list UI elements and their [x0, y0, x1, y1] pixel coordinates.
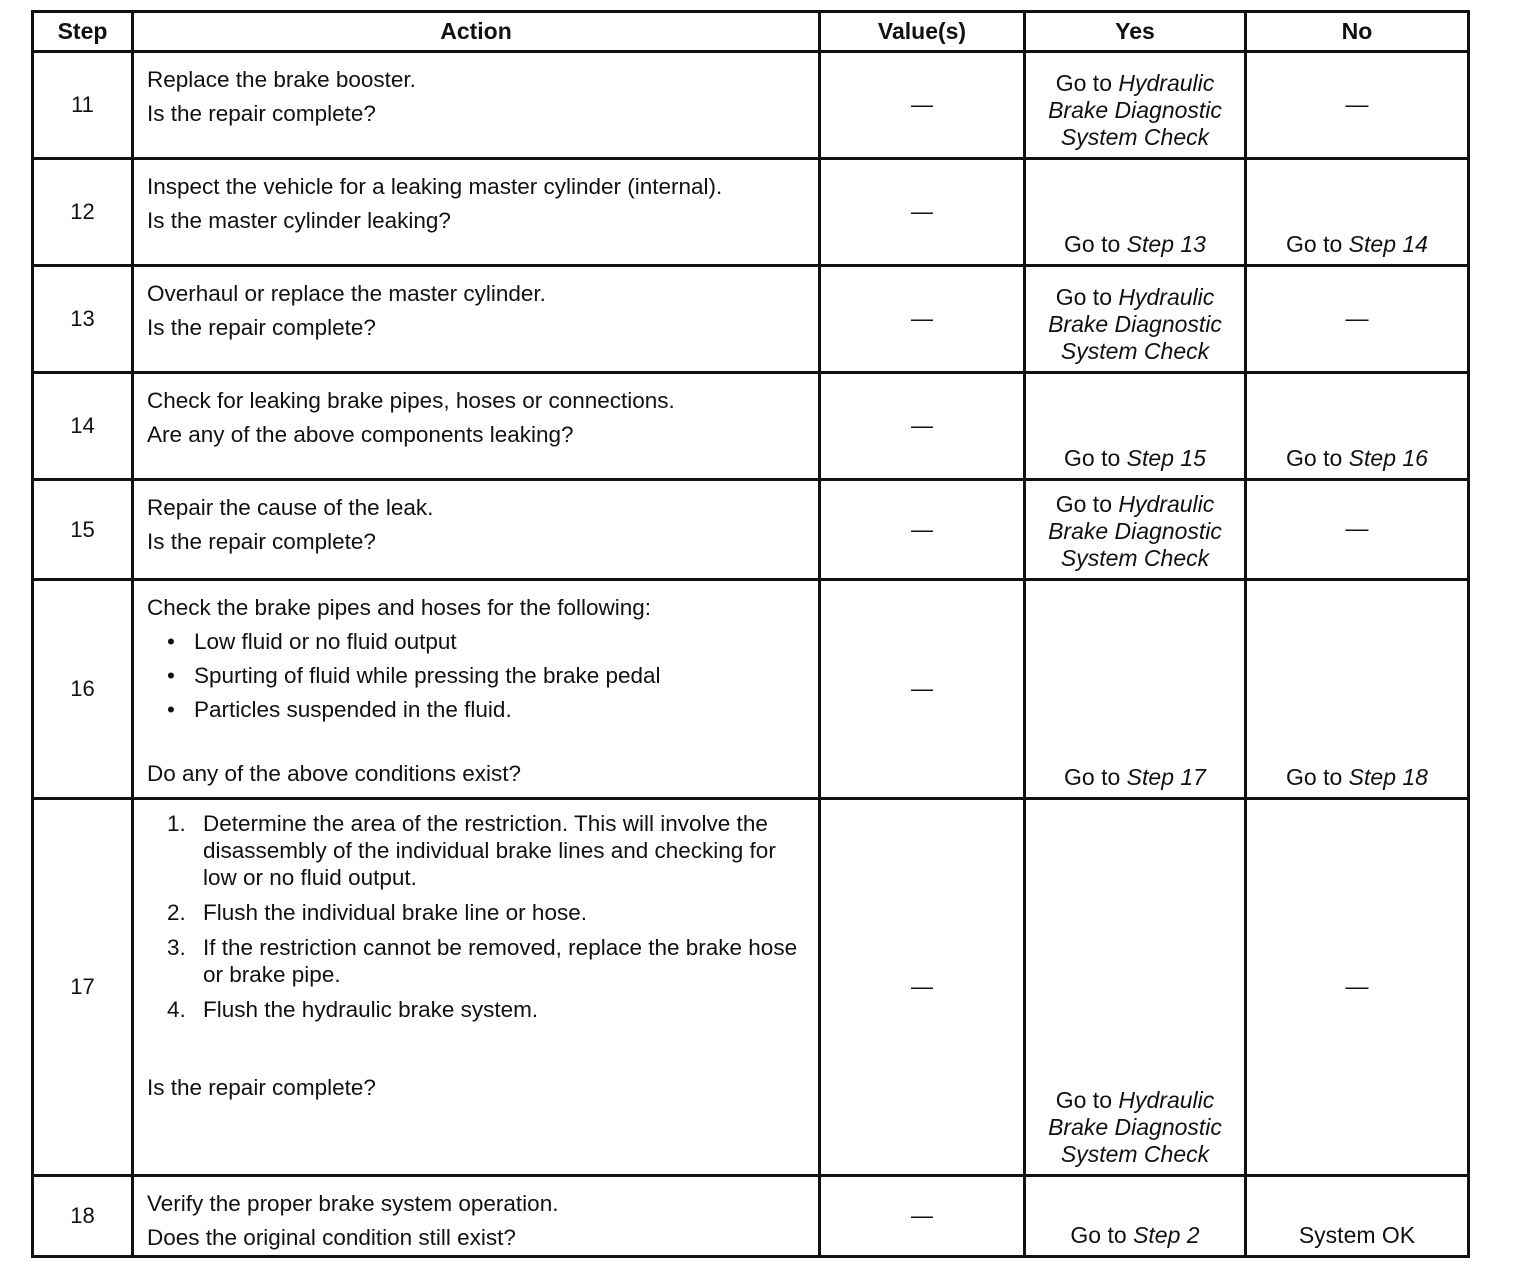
step-number: 13	[33, 266, 133, 373]
list-item	[167, 810, 810, 891]
step-number: 12	[33, 159, 133, 266]
goto-target: Step 15	[1126, 445, 1206, 471]
step-number: 15	[33, 480, 133, 580]
diagnostic-table	[31, 10, 1470, 1258]
goto-target: System Check	[1060, 338, 1210, 364]
goto-target: Brake Diagnostic	[1048, 311, 1222, 337]
action-text: Overhaul or replace the master cylinder.	[147, 281, 546, 306]
value-cell: —	[820, 159, 1025, 266]
step-number: 16	[33, 580, 133, 799]
yes-cell	[1025, 159, 1246, 266]
item-text: Flush the individual brake line or hose.	[203, 900, 587, 925]
yes-cell	[1025, 480, 1246, 580]
item-number: 3.	[167, 935, 186, 960]
goto-target: System Check	[1060, 545, 1210, 571]
list-item	[167, 996, 810, 1023]
action-question: Does the original condition still exist?	[147, 1225, 516, 1250]
goto-target: Brake Diagnostic	[1048, 518, 1222, 544]
goto-target: Brake Diagnostic	[1048, 1114, 1222, 1140]
action-question: Is the repair complete?	[147, 315, 376, 340]
goto-target: Hydraulic	[1118, 284, 1215, 310]
goto-text: Go to	[1055, 284, 1112, 310]
action-text: Repair the cause of the leak.	[147, 495, 434, 520]
item-number: 4.	[167, 997, 186, 1022]
header-values: Value(s)	[820, 12, 1025, 52]
header-no: No	[1246, 12, 1469, 52]
goto-target: Hydraulic	[1118, 1087, 1215, 1113]
yes-cell	[1025, 799, 1246, 1176]
header-action: Action	[133, 12, 820, 52]
value-cell: —	[820, 52, 1025, 159]
list-item: • Particles suspended in the fluid.	[167, 693, 810, 727]
action-question: Do any of the above conditions exist?	[147, 761, 521, 786]
goto-text: Go to	[1064, 764, 1121, 790]
action-question: Is the master cylinder leaking?	[147, 208, 451, 233]
step-number: 14	[33, 373, 133, 480]
action-cell	[133, 580, 820, 799]
no-cell: —	[1246, 266, 1469, 373]
value-cell: —	[820, 373, 1025, 480]
goto-text: Go to	[1286, 231, 1343, 257]
goto-target: Step 18	[1348, 764, 1428, 790]
step-number: 17	[33, 799, 133, 1176]
goto-text: Go to	[1070, 1222, 1127, 1248]
list-item: • Low fluid or no fluid output	[167, 625, 810, 659]
action-cell	[133, 799, 820, 1176]
procedure-list	[147, 810, 810, 1023]
action-question: Is the repair complete?	[147, 101, 376, 126]
no-cell	[1246, 159, 1469, 266]
action-cell	[133, 52, 820, 159]
goto-text: Go to	[1055, 491, 1112, 517]
table-row-step-12	[33, 159, 1469, 266]
header-row	[33, 12, 1469, 52]
step-number: 18	[33, 1176, 133, 1257]
table-row-step-14	[33, 373, 1469, 480]
action-question: Is the repair complete?	[147, 1075, 376, 1100]
yes-cell	[1025, 373, 1246, 480]
table-row-step-11	[33, 52, 1469, 159]
item-number: 1.	[167, 811, 186, 836]
value-cell: —	[820, 480, 1025, 580]
action-text: Verify the proper brake system operation.	[147, 1191, 559, 1216]
yes-cell	[1025, 266, 1246, 373]
goto-target: Step 13	[1126, 231, 1206, 257]
no-cell	[1246, 373, 1469, 480]
no-cell: System OK	[1246, 1176, 1469, 1257]
action-question: Are any of the above components leaking?	[147, 422, 574, 447]
goto-text: Go to	[1055, 70, 1112, 96]
action-question: Is the repair complete?	[147, 529, 376, 554]
step-number: 11	[33, 52, 133, 159]
action-cell	[133, 159, 820, 266]
no-cell	[1246, 580, 1469, 799]
goto-text: Go to	[1055, 1087, 1112, 1113]
list-item	[167, 934, 810, 988]
goto-target: Step 17	[1126, 764, 1206, 790]
item-number: 2.	[167, 900, 186, 925]
value-cell: —	[820, 580, 1025, 799]
goto-target: Hydraulic	[1118, 491, 1215, 517]
table-row-step-18	[33, 1176, 1469, 1257]
goto-target: Step 2	[1133, 1222, 1200, 1248]
action-text: Check the brake pipes and hoses for the following:	[147, 595, 652, 620]
condition-list	[147, 625, 810, 727]
value-cell: —	[820, 799, 1025, 1176]
no-cell: —	[1246, 480, 1469, 580]
goto-target: System Check	[1060, 124, 1210, 150]
goto-target: System Check	[1060, 1141, 1210, 1167]
goto-text: Go to	[1064, 445, 1121, 471]
item-text: Determine the area of the restriction. This will involve the disassembly of the individual brake lines and checking for low or no fluid output.	[203, 811, 776, 890]
yes-cell	[1025, 580, 1246, 799]
action-cell	[133, 480, 820, 580]
no-cell: —	[1246, 799, 1469, 1176]
value-cell: —	[820, 266, 1025, 373]
action-cell	[133, 373, 820, 480]
no-cell: —	[1246, 52, 1469, 159]
goto-target: Step 14	[1348, 231, 1428, 257]
list-item: • Spurting of fluid while pressing the brake pedal	[167, 659, 810, 693]
item-text: Flush the hydraulic brake system.	[203, 997, 539, 1022]
header-step: Step	[33, 12, 133, 52]
item-text: If the restriction cannot be removed, replace the brake hose or brake pipe.	[203, 935, 798, 987]
table-row-step-17	[33, 799, 1469, 1176]
list-item	[167, 899, 810, 926]
goto-target: Step 16	[1348, 445, 1428, 471]
goto-target: Hydraulic	[1118, 70, 1215, 96]
header-yes: Yes	[1025, 12, 1246, 52]
action-cell	[133, 1176, 820, 1257]
table-row-step-15	[33, 480, 1469, 580]
action-text: Replace the brake booster.	[147, 67, 416, 92]
goto-text: Go to	[1064, 231, 1121, 257]
action-text: Inspect the vehicle for a leaking master cylinder (internal).	[147, 174, 723, 199]
yes-cell	[1025, 52, 1246, 159]
yes-cell	[1025, 1176, 1246, 1257]
table-row-step-13	[33, 266, 1469, 373]
goto-text: Go to	[1286, 764, 1343, 790]
table-row-step-16	[33, 580, 1469, 799]
goto-target: Brake Diagnostic	[1048, 97, 1222, 123]
value-cell: —	[820, 1176, 1025, 1257]
action-cell	[133, 266, 820, 373]
goto-text: Go to	[1286, 445, 1343, 471]
action-text: Check for leaking brake pipes, hoses or connections.	[147, 388, 675, 413]
